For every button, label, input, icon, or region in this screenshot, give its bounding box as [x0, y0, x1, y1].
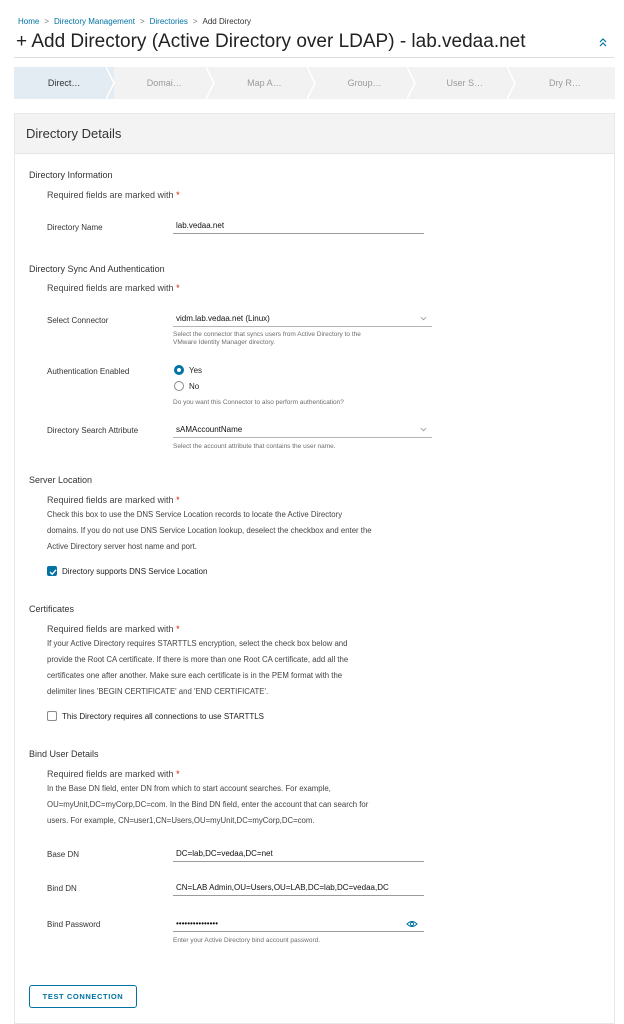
server-location-heading: Server Location	[29, 475, 93, 485]
required-note: Required fields are marked with *	[47, 283, 180, 293]
section-title: Directory Details	[15, 114, 614, 154]
test-connection-button[interactable]: TEST CONNECTION	[29, 985, 137, 1008]
starttls-checkbox[interactable]: This Directory requires all connections to use STARTTLS	[47, 711, 264, 721]
bind-password-input[interactable]: •••••••••••••••	[173, 918, 424, 932]
wizard-step-map-attributes[interactable]: Map A…	[214, 67, 314, 99]
search-attribute-select[interactable]: sAMAccountName	[173, 424, 432, 438]
connector-select[interactable]: vidm.lab.vedaa.net (Linux)	[173, 313, 432, 327]
connector-help: Select the connector that syncs users from Active Directory to the VMware Identity Manager directory.	[173, 331, 361, 346]
wizard-steps	[14, 67, 615, 99]
base-dn-input[interactable]: DC=lab,DC=vedaa,DC=net	[173, 848, 424, 862]
chevron-down-icon	[420, 315, 427, 322]
page-title: + Add Directory (Active Directory over LDAP) - lab.vedaa.net	[16, 31, 526, 52]
wizard-step-groups[interactable]: Group…	[315, 67, 415, 99]
directory-information-heading: Directory Information	[29, 170, 113, 180]
chevron-down-icon	[420, 426, 427, 433]
wizard-step-directory[interactable]: Direct…	[14, 67, 114, 99]
directory-name-input[interactable]: lab.vedaa.net	[173, 220, 424, 234]
step-arrow	[507, 67, 523, 99]
search-attribute-label: Directory Search Attribute	[47, 426, 139, 435]
auth-help: Do you want this Connector to also perform authentication?	[173, 399, 344, 406]
dns-service-location-checkbox[interactable]: Directory supports DNS Service Location	[47, 566, 207, 576]
select-connector-label: Select Connector	[47, 316, 109, 325]
bind-dn-input[interactable]: CN=LAB Admin,OU=Users,OU=LAB,DC=lab,DC=vedaa,DC	[173, 882, 424, 896]
wizard-step-domains[interactable]: Domai…	[114, 67, 214, 99]
checkbox-unchecked-icon[interactable]	[47, 711, 57, 721]
chevron-right-icon: >	[139, 17, 145, 26]
required-note: Required fields are marked with *	[47, 624, 180, 634]
auth-no-radio[interactable]: No	[174, 381, 199, 391]
wizard-step-users[interactable]: User S…	[415, 67, 515, 99]
required-note: Required fields are marked with *	[47, 769, 180, 779]
directory-name-label: Directory Name	[47, 223, 103, 232]
radio-checked-icon[interactable]	[174, 365, 184, 375]
bind-dn-label: Bind DN	[47, 884, 77, 893]
checkbox-checked-icon[interactable]	[47, 566, 57, 576]
breadcrumb-current: Add Directory	[202, 17, 251, 26]
breadcrumb-home-link[interactable]: Home	[18, 17, 40, 26]
auth-yes-radio[interactable]: Yes	[174, 365, 202, 375]
breadcrumb-directory-management-link[interactable]: Directory Management	[54, 17, 135, 26]
chevron-right-icon: >	[44, 17, 50, 26]
bind-user-heading: Bind User Details	[29, 749, 99, 759]
bind-password-label: Bind Password	[47, 920, 101, 929]
required-note: Required fields are marked with *	[47, 495, 180, 505]
double-chevron-up-icon[interactable]	[597, 36, 609, 48]
step-arrow	[106, 67, 122, 99]
certificates-description: If your Active Directory requires STARTTLS encryption, select the check box below and provide the Root CA certificate. If there is more than one Root CA certificate, add all the certificates one after another. Make sure each certificate is in the PEM format with the delimiter lines 'BEGIN CERTIFICATE' and 'END CERTIFICATE'.	[47, 639, 349, 696]
step-arrow	[206, 67, 222, 99]
bind-user-description: In the Base DN field, enter DN from which to start account searches. For example, OU=myUnit,DC=myCorp,DC=com. In the Bind DN field, enter the account that can search for users. For example, CN=user1,CN=Users,OU=myUnit,DC=myCorp,DC=com.	[47, 784, 369, 825]
server-location-description: Check this box to use the DNS Service Location records to locate the Active Directory domains. If you do not use DNS Service Location lookup, deselect the checkbox and enter the Active Directory server host name and port.	[47, 510, 372, 551]
required-note: Required fields are marked with *	[47, 190, 180, 200]
radio-unchecked-icon[interactable]	[174, 381, 184, 391]
wizard-step-dry-run[interactable]: Dry R…	[515, 67, 615, 99]
certificates-heading: Certificates	[29, 604, 75, 614]
step-arrow	[407, 67, 423, 99]
breadcrumb-directories-link[interactable]: Directories	[149, 17, 188, 26]
eye-icon[interactable]	[406, 919, 418, 929]
title-divider	[14, 57, 614, 58]
search-attribute-help: Select the account attribute that contains the user name.	[173, 443, 336, 450]
base-dn-label: Base DN	[47, 850, 80, 859]
chevron-right-icon: >	[192, 17, 198, 26]
bind-password-help: Enter your Active Directory bind account password.	[173, 937, 321, 944]
sync-auth-heading: Directory Sync And Authentication	[29, 264, 165, 274]
step-arrow	[307, 67, 323, 99]
breadcrumb	[18, 17, 251, 26]
authentication-enabled-label: Authentication Enabled	[47, 367, 130, 376]
